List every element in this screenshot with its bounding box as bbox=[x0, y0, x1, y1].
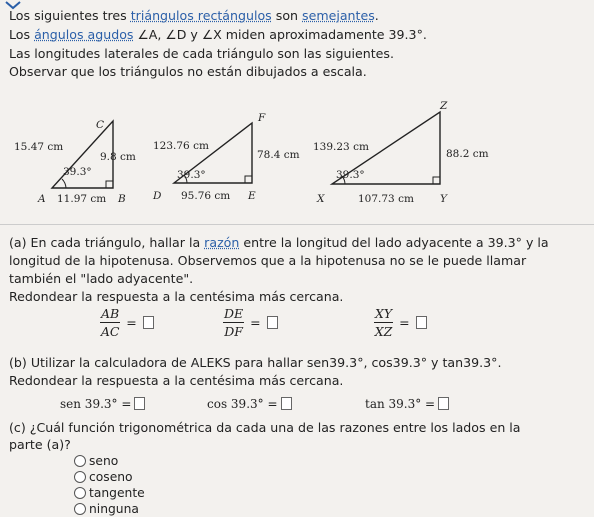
t3-hyp: 139.23 cm bbox=[313, 141, 369, 153]
text: . bbox=[374, 8, 379, 23]
numerator: DE bbox=[224, 306, 244, 321]
t1-adj: 11.97 cm bbox=[57, 193, 107, 205]
answer-box-cos[interactable] bbox=[281, 397, 292, 410]
t1-angle: 39.3° bbox=[63, 166, 92, 178]
radio-circle-icon[interactable] bbox=[74, 503, 86, 515]
equals: = bbox=[399, 315, 410, 330]
intro-line-3: Las longitudes laterales de cada triángulo son las siguientes. bbox=[9, 46, 394, 61]
answer-box-tan[interactable] bbox=[438, 397, 449, 410]
equals: = bbox=[126, 315, 137, 330]
t2-vertex-f: F bbox=[258, 112, 266, 124]
part-a-line-3: también el "lado adyacente". bbox=[9, 271, 194, 286]
equals: = bbox=[250, 315, 261, 330]
tan-label: tan 39.3° = bbox=[365, 397, 436, 411]
t3-vertex-y: Y bbox=[440, 193, 447, 205]
radio-circle-icon[interactable] bbox=[74, 471, 86, 483]
t2-angle: 39.3° bbox=[177, 169, 206, 181]
option-label: tangente bbox=[89, 486, 145, 500]
link-razon[interactable]: razón bbox=[204, 235, 240, 250]
text: ∠A, ∠D y ∠X miden aproximadamente 39.3°. bbox=[133, 27, 427, 42]
triangle-def bbox=[140, 105, 300, 205]
t1-opp: 9.8 cm bbox=[100, 151, 136, 163]
text: son bbox=[271, 8, 303, 23]
intro-line-2 bbox=[9, 27, 427, 42]
t2-vertex-d: D bbox=[153, 190, 162, 202]
part-b-line-2: Redondear la respuesta a la centésima más cercana. bbox=[9, 373, 344, 388]
option-label: ninguna bbox=[89, 502, 139, 516]
t3-adj: 107.73 cm bbox=[358, 193, 414, 205]
part-c-line-2: parte (a)? bbox=[9, 437, 71, 452]
numerator: AB bbox=[101, 306, 120, 321]
intro-line-1 bbox=[9, 8, 379, 23]
t1-vertex-c: C bbox=[96, 119, 105, 131]
t1-vertex-b: B bbox=[118, 193, 126, 205]
radio-seno[interactable] bbox=[74, 454, 118, 468]
t3-angle: 39.3° bbox=[336, 169, 365, 181]
cos-question bbox=[207, 397, 292, 411]
t3-vertex-x: X bbox=[317, 193, 325, 205]
text: Los siguientes tres bbox=[9, 8, 131, 23]
part-a-line-4: Redondear la respuesta a la centésima más cercana. bbox=[9, 289, 344, 304]
intro-line-4: Observar que los triángulos no están dibujados a escala. bbox=[9, 64, 367, 79]
part-a-line-1 bbox=[9, 235, 549, 250]
text: (a) En cada triángulo, hallar la bbox=[9, 235, 205, 250]
option-label: seno bbox=[89, 454, 119, 468]
link-angulos-agudos[interactable]: ángulos agudos bbox=[34, 27, 134, 42]
answer-box-xy-xz[interactable] bbox=[416, 316, 427, 329]
part-c-line-1: (c) ¿Cuál función trigonométrica da cada una de las razones entre los lados en la bbox=[9, 420, 521, 435]
cos-label: cos 39.3° = bbox=[207, 397, 278, 411]
part-b-line-1: (b) Utilizar la calculadora de ALEKS para hallar sen39.3°, cos39.3° y tan39.3°. bbox=[9, 355, 502, 370]
tan-question bbox=[365, 397, 449, 411]
fraction-ab-ac bbox=[100, 306, 154, 339]
t1-vertex-a: A bbox=[38, 193, 46, 205]
radio-circle-icon[interactable] bbox=[74, 487, 86, 499]
denominator: XZ bbox=[374, 324, 393, 339]
text: Los bbox=[9, 27, 35, 42]
numerator: XY bbox=[375, 306, 393, 321]
t3-vertex-z: Z bbox=[440, 100, 448, 112]
radio-coseno[interactable] bbox=[74, 470, 133, 484]
fraction-de-df bbox=[223, 306, 278, 339]
fraction-xy-xz bbox=[374, 306, 427, 339]
triangle-xyz bbox=[300, 98, 500, 208]
t2-opp: 78.4 cm bbox=[257, 149, 300, 161]
answer-box-ab-ac[interactable] bbox=[143, 316, 154, 329]
t2-hyp: 123.76 cm bbox=[153, 140, 209, 152]
radio-ninguna[interactable] bbox=[74, 502, 139, 516]
section-divider bbox=[0, 224, 594, 225]
sin-label: sen 39.3° = bbox=[60, 397, 132, 411]
option-label: coseno bbox=[89, 470, 133, 484]
t2-adj: 95.76 cm bbox=[181, 190, 231, 202]
t2-vertex-e: E bbox=[248, 190, 256, 202]
answer-box-sin[interactable] bbox=[134, 397, 145, 410]
radio-tangente[interactable] bbox=[74, 486, 145, 500]
answer-box-de-df[interactable] bbox=[267, 316, 278, 329]
radio-circle-icon[interactable] bbox=[74, 455, 86, 467]
sin-question bbox=[60, 397, 145, 411]
denominator: AC bbox=[100, 324, 120, 339]
t3-opp: 88.2 cm bbox=[446, 148, 489, 160]
denominator: DF bbox=[224, 324, 243, 339]
link-triangulos-rectangulos[interactable]: triángulos rectángulos bbox=[130, 8, 272, 23]
text: entre la longitud del lado adyacente a 39.3° y la bbox=[239, 235, 549, 250]
link-semejantes[interactable]: semejantes bbox=[302, 8, 375, 23]
part-a-line-2: longitud de la hipotenusa. Observemos que a la hipotenusa no se le puede llamar bbox=[9, 253, 527, 268]
triangle-abc bbox=[0, 105, 140, 205]
t1-hyp: 15.47 cm bbox=[14, 141, 64, 153]
